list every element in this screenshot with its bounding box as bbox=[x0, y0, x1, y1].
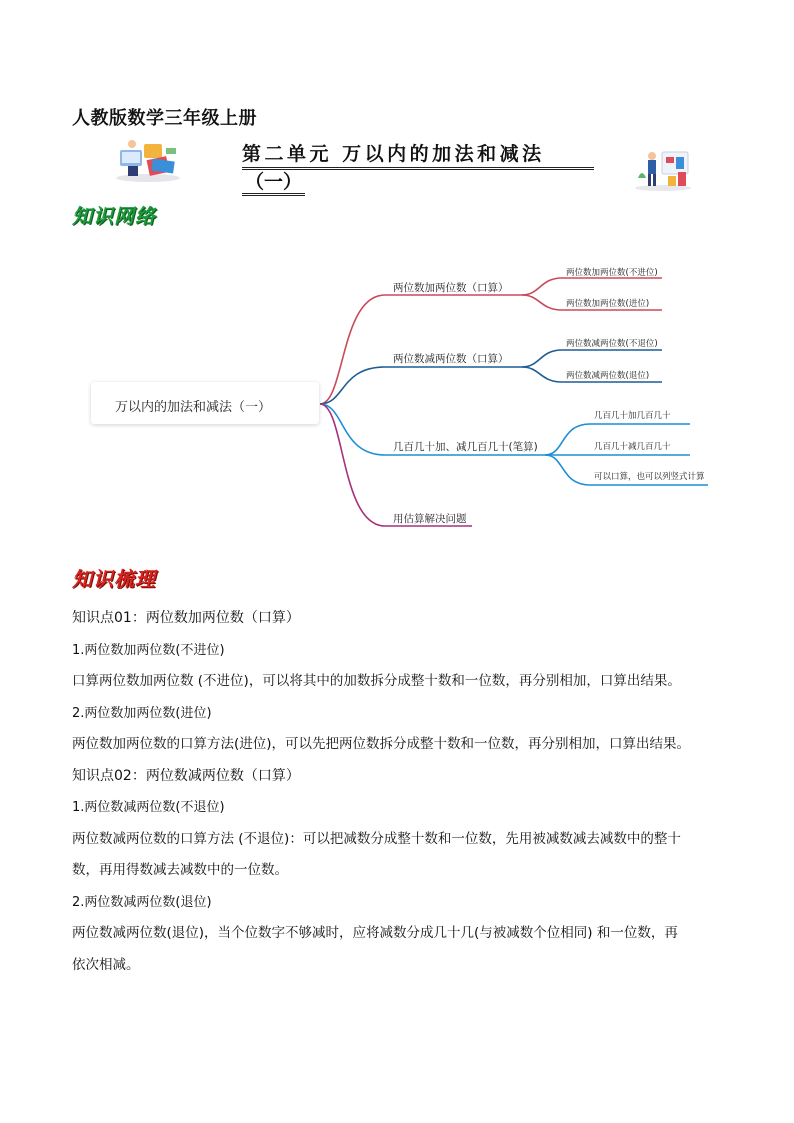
paragraph: 依次相减。 bbox=[72, 956, 140, 973]
mindmap-root-label: 万以内的加法和减法（一） bbox=[115, 400, 272, 415]
leaf-connector-1a bbox=[522, 278, 662, 295]
mindmap-branch-4: 用估算解决问题 bbox=[393, 513, 467, 525]
mindmap-leaf-1b: 两位数加两位数(进位) bbox=[566, 299, 650, 309]
branch-connector-1 bbox=[320, 295, 522, 404]
branch-connector-4 bbox=[320, 404, 472, 526]
mindmap-leaf-2b: 两位数减两位数(退位) bbox=[566, 371, 650, 381]
mindmap-leaf-2a: 两位数减两位数(不退位) bbox=[566, 339, 658, 349]
unit-title-line2: （一） bbox=[242, 171, 305, 196]
knowledge-point-heading: 知识点01：两位数加两位数（口算） bbox=[72, 610, 300, 626]
section-heading-knowledge-sorting: 知识梳理 bbox=[72, 567, 156, 591]
unit-title-line1: 第二单元 万以内的加法和减法 bbox=[242, 142, 594, 170]
book-title: 人教版数学三年级上册 bbox=[72, 108, 257, 129]
section-heading-knowledge-network: 知识网络 bbox=[72, 204, 156, 228]
paragraph: 两位数减两位数(退位)，当个位数字不够减时，应将减数分成几十几(与被减数个位相同) 和一位数，再 bbox=[72, 925, 678, 941]
mindmap-leaf-3c: 可以口算，也可以列竖式计算 bbox=[594, 472, 705, 482]
knowledge-content bbox=[72, 603, 722, 981]
paragraph: 口算两位数加两位数 (不进位)，可以将其中的加数拆分成整十数和一位数，再分别相加，口算出结果。 bbox=[72, 673, 681, 689]
paragraph: 数，再用得数减去减数中的一位数。 bbox=[72, 862, 288, 878]
leaf-connector-2a bbox=[522, 350, 662, 367]
knowledge-point-heading: 知识点02：两位数减两位数（口算） bbox=[72, 767, 300, 784]
mindmap-branch-1: 两位数加两位数（口算） bbox=[393, 282, 509, 294]
branch-connector-2 bbox=[320, 367, 522, 404]
mindmap-leaf-3a: 几百几十加几百几十 bbox=[594, 411, 671, 421]
subsection-heading: 2.两位数减两位数(退位) bbox=[72, 894, 212, 910]
subsection-heading: 2.两位数加两位数(进位) bbox=[72, 705, 212, 721]
paragraph: 两位数加两位数的口算方法(进位)，可以先把两位数拆分成整十数和一位数，再分别相加，口算出结果。 bbox=[72, 736, 691, 752]
mindmap-leaf-1a: 两位数加两位数(不进位) bbox=[566, 268, 658, 278]
mindmap-branch-3: 几百几十加、减几百几十(笔算) bbox=[393, 441, 538, 453]
mindmap-leaf-3b: 几百几十减几百几十 bbox=[594, 442, 671, 452]
mindmap-branch-2: 两位数减两位数（口算） bbox=[393, 353, 509, 365]
subsection-heading: 1.两位数加两位数(不进位) bbox=[72, 642, 225, 658]
subsection-heading: 1.两位数减两位数(不退位) bbox=[72, 800, 225, 815]
paragraph: 两位数减两位数的口算方法 (不退位)：可以把减数分成整十数和一位数，先用被减数减去减数中的整十 bbox=[72, 830, 681, 847]
